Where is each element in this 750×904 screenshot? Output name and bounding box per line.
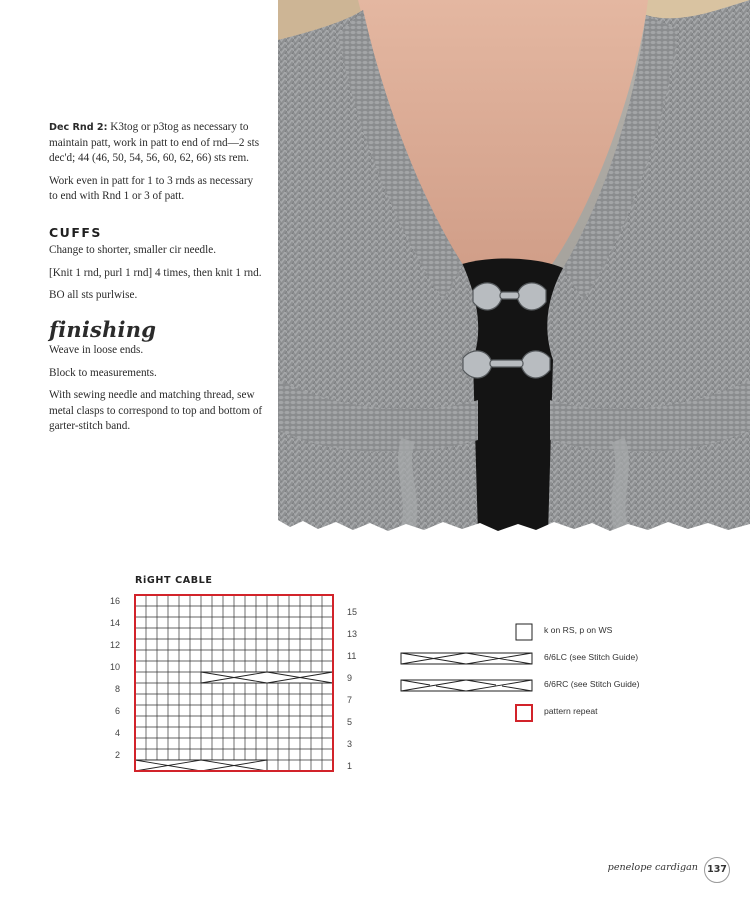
row-number: 9 [347, 673, 353, 683]
footer-title: penelope cardigan [607, 862, 698, 873]
row-number: 3 [347, 739, 353, 749]
cuffs-step: [Knit 1 rnd, purl 1 rnd] 4 times, then knit 1 rnd. [49, 266, 262, 279]
legend-label: k on RS, p on WS [544, 625, 613, 635]
legend-label: 6/6LC (see Stitch Guide) [544, 652, 639, 662]
legend-item [400, 649, 700, 669]
finishing-step: Weave in loose ends. [49, 344, 144, 356]
row-number: 1 [347, 761, 353, 771]
cuffs-heading: CUFFS [49, 224, 102, 240]
chart-title: RiGHT CABLE [135, 575, 213, 586]
row-number: 16 [109, 596, 120, 606]
work-even-paragraph: Work even in patt for 1 to 3 rnds as necessary to end with Rnd 1 or 3 of patt. [49, 174, 254, 202]
legend-item [400, 703, 700, 723]
row-number: 12 [109, 640, 120, 650]
chart-grid-svg [100, 590, 370, 780]
cardigan-illustration [278, 0, 750, 535]
row-number: 4 [114, 728, 120, 738]
page-number: 137 [704, 857, 730, 883]
legend-item [400, 676, 700, 696]
row-number: 15 [347, 607, 358, 617]
row-number: 8 [114, 684, 120, 694]
row-number: 6 [114, 706, 120, 716]
legend-label: 6/6RC (see Stitch Guide) [544, 679, 640, 689]
instructions-column [49, 120, 264, 442]
row-number: 14 [109, 618, 120, 628]
pattern-repeat-icon [400, 703, 540, 723]
cardigan-photo [278, 0, 750, 535]
knit-square-icon [400, 622, 540, 642]
row-number: 13 [347, 629, 358, 639]
finishing-step: With sewing needle and matching thread, sew metal clasps to correspond to top and bottom of garter-stitch band. [49, 389, 263, 432]
dec-rnd-label: Dec Rnd 2: [49, 122, 108, 133]
row-number: 7 [347, 695, 353, 705]
chart-key [400, 622, 700, 732]
dec-rnd-paragraph [49, 120, 264, 167]
row-number: 10 [109, 662, 120, 672]
finishing-heading: finishing [49, 316, 157, 342]
legend-label: pattern repeat [544, 706, 598, 716]
cable-crossing-mark [201, 672, 333, 683]
cuffs-step: Change to shorter, smaller cir needle. [49, 244, 216, 256]
legend-item [400, 622, 700, 642]
row-number: 11 [347, 651, 357, 661]
right-cross-cable-icon [400, 676, 540, 696]
right-cable-chart [100, 590, 370, 780]
cuffs-step: BO all sts purlwise. [49, 289, 138, 301]
finishing-step: Block to measurements. [49, 366, 157, 379]
dec-rnd-text: K3tog or p3tog as necessary to maintain patt, work in patt to end of rnd—2 sts dec'd; 44 (46, 50, 54, 56, 60, 62, 66) sts rem. [49, 121, 260, 164]
row-number: 5 [347, 717, 353, 727]
left-cross-cable-icon [400, 649, 540, 669]
cable-crossing-mark [135, 760, 267, 771]
row-number: 2 [114, 750, 120, 760]
